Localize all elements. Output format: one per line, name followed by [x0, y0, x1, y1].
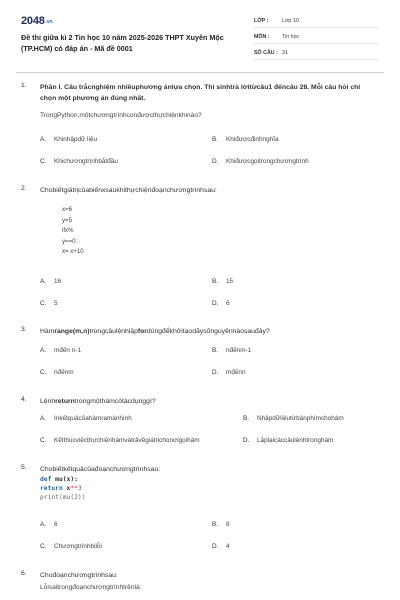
meta-class: LỚP : Lớp 10 — [254, 14, 378, 28]
option-a[interactable]: A. mđến n-1 — [40, 347, 81, 354]
option-c[interactable]: C. nđếnm — [40, 369, 74, 376]
code-block — [62, 205, 84, 258]
option-a[interactable]: A. 6 — [40, 521, 58, 528]
code-line: return x**3 — [40, 485, 82, 492]
exam-meta — [254, 14, 378, 62]
option-b[interactable]: B. Nhậpdữliệutừbànphímchohàm — [243, 415, 344, 422]
code-line: y==0: — [62, 237, 78, 245]
code-line: print(mu(2)) — [40, 494, 86, 501]
header — [0, 0, 400, 68]
question-text: Lệnhreturntrongmộthàmcótácdụnggì? — [40, 398, 156, 405]
option-c[interactable]: C. Khichươngtrìnhbắtđầu — [40, 158, 118, 165]
question-text: Phần I. Câu trắcnghiệm nhiềuphương ánlựa chọn. Thí sinhtrả lờitừcâu1 đếncâu 28. Mỗi câu hỏi chỉ chọn một phương án đúng nhất. — [40, 84, 361, 102]
question-number: 3. — [21, 326, 27, 333]
option-c[interactable]: C. Chươngtrìnhbịlỗi — [40, 543, 102, 550]
option-b[interactable]: B. nđếnm-1 — [212, 347, 252, 354]
option-a[interactable]: A. 16 — [40, 278, 62, 285]
question-subtext: TrongPython,mộtchươngtrìnhconđượcthựchiệnkhinào? — [40, 112, 202, 119]
question-number: 4. — [21, 396, 27, 403]
page-title: Đề thi giữa kì 2 Tin học 10 năm 2025-2026 THPT Xuyên Mộc (TP.HCM) có đáp án - Mã đề 0001 — [21, 33, 224, 53]
meta-subject: MÔN : Tin học — [254, 30, 378, 44]
question-number: 6. — [21, 570, 27, 577]
question-text: Chođoạnchươngtrìnhsau: — [40, 572, 118, 579]
question-text: Hàmrange(m,n)trongcâulệnhlặpfordùngđểkhởitạodãysốnguyênnàosauđây? — [40, 328, 270, 335]
question-number: 1. — [21, 82, 27, 89]
option-a[interactable]: A. Khinhậpdữ liệu — [40, 136, 98, 143]
option-c[interactable]: C. 5 — [40, 300, 58, 307]
option-d[interactable]: D. 4 — [212, 543, 230, 550]
option-d[interactable]: D. mđếnn — [212, 369, 246, 376]
question-number: 5. — [21, 464, 27, 471]
option-d[interactable]: D. Lặplạicáccâulệnhtronghàm — [243, 437, 334, 444]
code-line: x= x+10 — [62, 248, 84, 256]
option-b[interactable]: B. 15 — [212, 278, 234, 285]
code-line: ifx% — [62, 227, 74, 235]
code-line: x=6 — [62, 206, 72, 213]
meta-count: SỐ CÂU : 31 — [254, 46, 378, 60]
question-number: 2. — [21, 185, 27, 192]
option-b[interactable]: B. Khiđượcđịnhnghĩa — [212, 136, 279, 143]
option-c[interactable]: C. Kếtthúcviệcthựchiệnhàmvàtrảvềgiátrịchonơigọihàm — [40, 437, 200, 444]
option-a[interactable]: A. Inkếtquảcủahàmramànhình — [40, 415, 132, 422]
question-subtext: Lỗisaitrongđoạnchươngtrìnhtrênlà: — [40, 584, 142, 591]
option-d[interactable]: D. 6 — [212, 300, 230, 307]
question-text: Chobiếtgiátrịcủabiếnxsaukhithựchiệnđoạnchươngtrìnhsau: — [40, 187, 217, 194]
question-text: Chobiếtkếtquảcủađoạnchươngtrìnhsau: — [40, 466, 161, 473]
code-line: def mu(x): — [40, 476, 78, 483]
header-divider — [16, 72, 384, 73]
site-logo[interactable]: 2048.vn — [21, 15, 53, 27]
option-b[interactable]: B. 8 — [212, 521, 230, 528]
code-line: y=5 — [62, 216, 72, 224]
option-d[interactable]: D. Khiđượcgọitrongchươngtrình — [212, 158, 309, 165]
code-block — [40, 475, 86, 502]
